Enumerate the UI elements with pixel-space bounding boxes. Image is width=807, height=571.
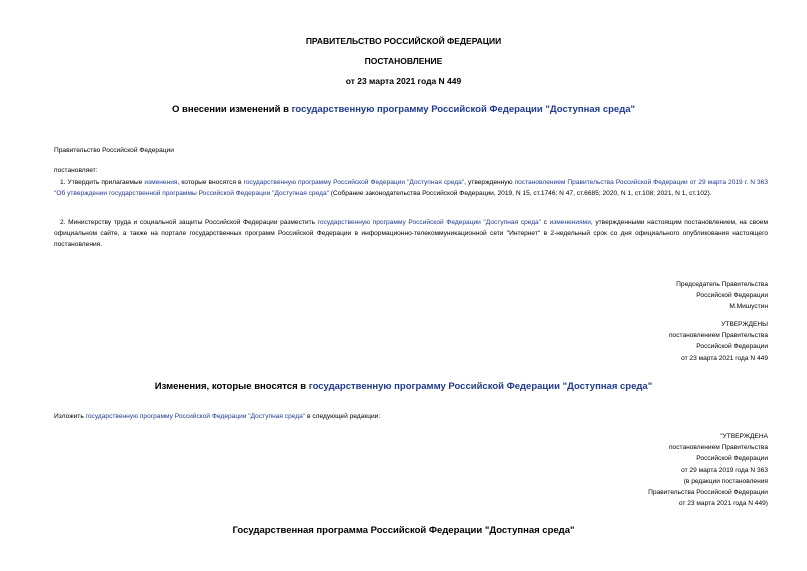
approved2-line-5: (в редакции постановления bbox=[683, 477, 768, 485]
p2-link-program[interactable]: государственную программу Российской Федерации "Доступная среда" bbox=[317, 219, 542, 226]
doc-type-heading: ПОСТАНОВЛЕНИЕ bbox=[364, 56, 443, 66]
signature-line-1: Председатель Правительства bbox=[676, 281, 768, 288]
changes-title-prefix: Изменения, которые вносятся в bbox=[154, 381, 309, 392]
document-title-prefix: О внесении изменений в bbox=[171, 104, 292, 115]
approved-2019-block bbox=[648, 431, 768, 509]
approved-line-2: постановлением Правительства bbox=[668, 332, 768, 340]
p1-text-4: (Собрание законодательства Российской Федерации, 2019, N 15, ст.1746; N 47, ст.6685; 2020, N 1, ст.108; 2021, N 1, ст.102). bbox=[328, 190, 712, 198]
approved-line-1: УТВЕРЖДЕНЫ bbox=[721, 321, 768, 328]
instruction-text-1: Изложить bbox=[54, 413, 86, 420]
document-title bbox=[0, 104, 807, 115]
approved2-line-3: Российской Федерации bbox=[696, 455, 768, 463]
paragraph-2 bbox=[54, 217, 768, 251]
changes-title-link[interactable]: государственную программу Российской Федерации "Доступная среда" bbox=[308, 381, 653, 392]
approved2-line-1: "УТВЕРЖДЕНА bbox=[720, 433, 768, 440]
date-number-heading: от 23 марта 2021 года N 449 bbox=[345, 76, 462, 86]
signature-block bbox=[676, 279, 768, 313]
approved-block bbox=[669, 319, 768, 364]
decrees-line: постановляет: bbox=[54, 167, 98, 174]
approved2-line-2: постановлением Правительства bbox=[668, 444, 768, 452]
p2-link-changes[interactable]: изменениями bbox=[549, 219, 591, 226]
p1-link-program[interactable]: государственную программу Российской Федерации "Доступная среда" bbox=[243, 179, 465, 186]
state-instruction bbox=[54, 411, 768, 422]
program-title: Государственная программа Российской Федерации "Доступная среда" bbox=[232, 525, 575, 536]
signature-line-3: М.Мишустин bbox=[729, 303, 768, 311]
org-heading: ПРАВИТЕЛЬСТВО РОССИЙСКОЙ ФЕДЕРАЦИИ bbox=[305, 36, 502, 46]
approved2-line-7: от 23 марта 2021 года N 449) bbox=[678, 500, 768, 508]
approved-line-4: от 23 марта 2021 года N 449 bbox=[681, 354, 768, 362]
approved-line-3: Российской Федерации bbox=[696, 343, 768, 351]
p1-text-3: , утвержденную bbox=[464, 179, 515, 186]
approved2-line-4: от 29 марта 2019 года N 363 bbox=[681, 466, 768, 474]
p1-text-1: 1. Утвердить прилагаемые bbox=[60, 179, 145, 186]
p1-link-decree[interactable]: постановлением Правительства Российской Федерации от 29 марта 2019 г. N 363 "Об утверждении государственной программы Российской Федерации "Доступная среда" bbox=[54, 179, 768, 198]
p1-text-2: , которые вносятся в bbox=[177, 179, 244, 186]
changes-title bbox=[0, 381, 807, 392]
instruction-link-program[interactable]: государственную программу Российской Федерации "Доступная среда" bbox=[85, 413, 306, 420]
instruction-text-2: в следующей редакции: bbox=[305, 413, 381, 420]
p1-link-changes[interactable]: изменения bbox=[144, 179, 178, 186]
p2-text-2: с bbox=[541, 219, 550, 226]
paragraph-1 bbox=[54, 177, 768, 199]
government-line: Правительство Российской Федерации bbox=[54, 147, 174, 154]
signature-line-2: Российской Федерации bbox=[696, 292, 768, 300]
p2-text-3: , утвержденными настоящим постановлением, на своем официальном сайте, а также на портале государственных программ Российской Федерации в информационно-телекоммуникационной сети "Интернет" в 2-недельный срок со дня официального опубликования настоящего постановления. bbox=[54, 219, 768, 249]
approved2-line-6: Правительства Российской Федерации bbox=[648, 489, 768, 497]
p2-text-1: 2. Министерству труда и социальной защиты Российской Федерации разместить bbox=[60, 219, 318, 226]
document-title-link[interactable]: государственную программу Российской Федерации "Доступная среда" bbox=[291, 104, 636, 115]
